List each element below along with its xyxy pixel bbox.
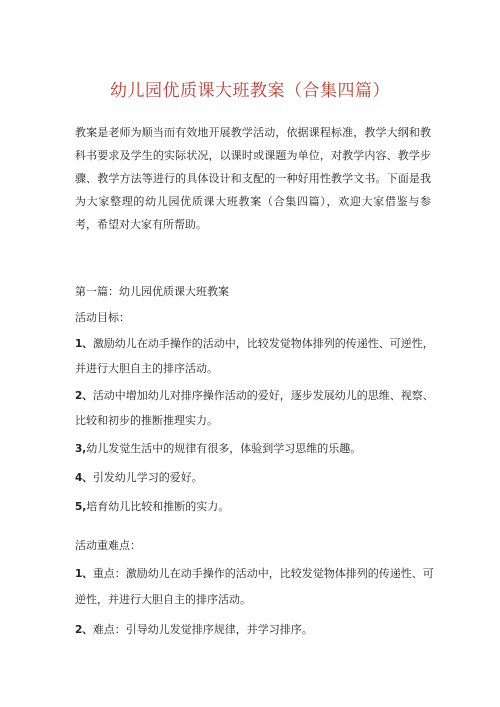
goal-3-number: 3, — [75, 443, 87, 455]
goal-5-text: 培育幼儿比较和推断的实力。 — [86, 500, 230, 513]
keypoint-1-line-2: 逆性，并进行大胆自主的排序活动。 — [75, 593, 251, 606]
intro-paragraph: 教案是老师为顺当而有效地开展教学活动，依据课程标准，教学大纲和教科书要求及学生的实际状况，以课时或课题为单位，对教学内容、教学步骤、教学方法等进行的具体设计和支配的一种好用性教学文书。下面是我为大家整理的幼儿园优质课大班教案（合集四篇），欢迎大家借鉴与参考，希望对大家有所帮助。 — [75, 126, 431, 231]
goal-5-number: 5, — [75, 501, 87, 513]
goal-1-line-1 — [75, 336, 435, 352]
keypoint-2 — [75, 622, 435, 638]
goal-3-text: 幼儿发觉生活中的规律有很多，体验到学习思维的乐趣。 — [86, 442, 362, 455]
section-heading: 第一篇：幼儿园优质课大班教案 — [75, 285, 229, 298]
goal-2-number: 2、 — [75, 390, 93, 402]
goal-1-number: 1、 — [75, 338, 93, 350]
goal-1-text: 激励幼儿在动手操作的活动中，比较发觉物体排列的传递性、可逆性， — [92, 337, 434, 350]
goal-2-text: 活动中增加幼儿对排序操作活动的爱好，逐步发展幼儿的思维、视察、 — [92, 389, 434, 402]
goal-1-line-2: 并进行大胆自主的排序活动。 — [75, 362, 218, 375]
keypoint-2-number: 2、 — [75, 624, 93, 636]
goal-4-number: 4、 — [75, 472, 93, 484]
goal-4-text: 引发幼儿学习的爱好。 — [92, 471, 203, 484]
goal-4 — [75, 470, 435, 486]
keypoint-1-number: 1、 — [75, 568, 93, 580]
goal-3 — [75, 441, 435, 457]
keypoint-2-text: 难点：引导幼儿发觉排序规律，并学习排序。 — [92, 623, 313, 636]
keypoints-label: 活动重难点： — [75, 539, 141, 552]
goal-2-line-2: 比较和初步的推断推理实力。 — [75, 414, 218, 427]
keypoint-1-text: 重点：激励幼儿在动手操作的活动中，比较发觉物体排列的传递性、可 — [92, 567, 434, 580]
keypoint-1-line-1 — [75, 566, 435, 582]
goals-label: 活动目标： — [75, 311, 130, 324]
document-title: 幼儿园优质课大班教案（合集四篇） — [110, 81, 390, 101]
goal-2-line-1 — [75, 388, 435, 404]
goal-5 — [75, 499, 435, 515]
